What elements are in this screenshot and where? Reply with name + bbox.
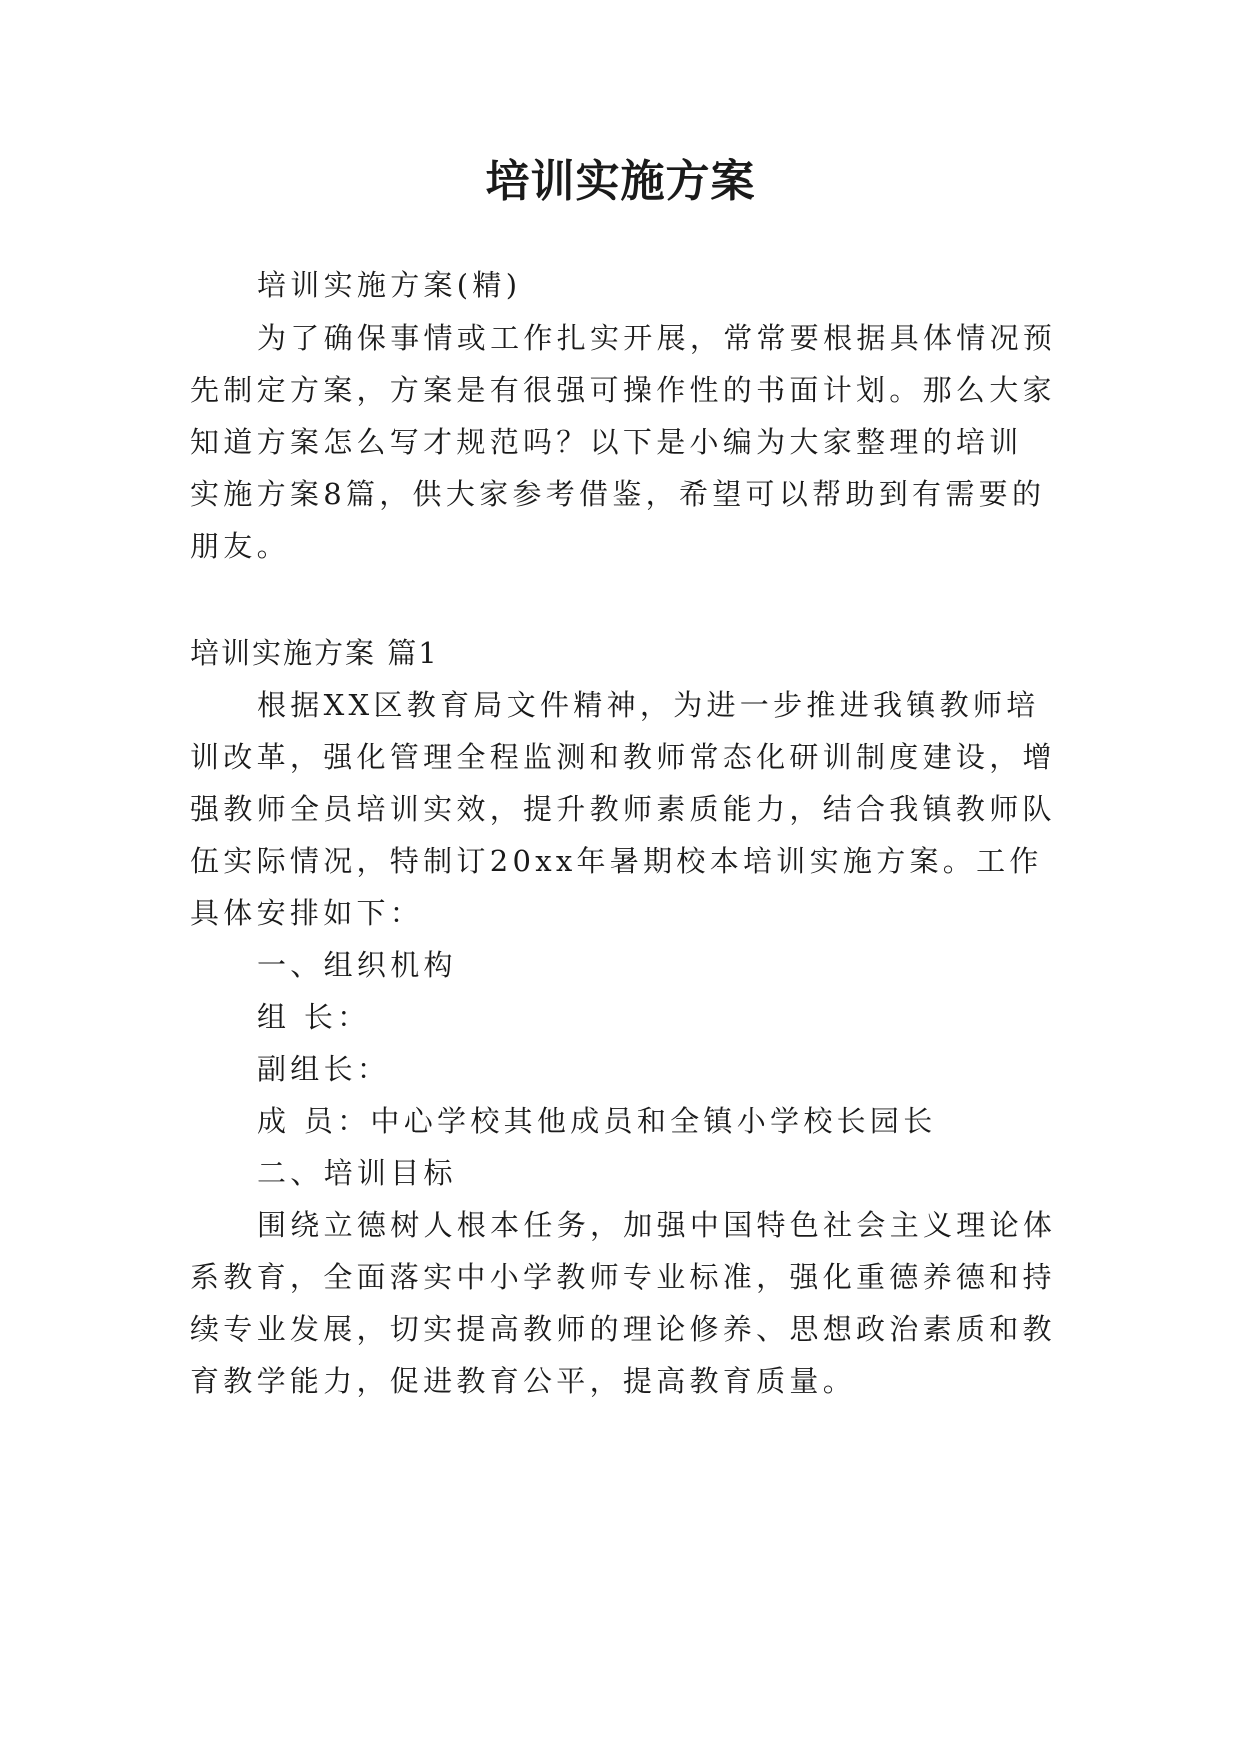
- section-line: 伍实际情况，特制订20xx年暑期校本培训实施方案。工作: [190, 844, 1043, 878]
- goal-line: 系教育，全面落实中小学教师专业标准，强化重德养德和持: [190, 1260, 1056, 1294]
- goal-line: 续专业发展，切实提高教师的理论修养、思想政治素质和教: [190, 1312, 1056, 1346]
- goal-heading: 二、培训目标: [257, 1156, 457, 1190]
- section-line: 根据XX区教育局文件精神，为进一步推进我镇教师培: [257, 688, 1040, 722]
- document-title: 培训实施方案: [485, 156, 756, 207]
- section-line: 训改革，强化管理全程监测和教师常态化研训制度建设，增: [190, 740, 1056, 774]
- intro-line: 朋友。: [190, 529, 290, 563]
- org-heading: 一、组织机构: [257, 948, 457, 982]
- intro-line: 先制定方案，方案是有很强可操作性的书面计划。那么大家: [190, 373, 1056, 407]
- section-line: 具体安排如下：: [190, 896, 424, 930]
- org-deputy: 副组长：: [257, 1052, 391, 1086]
- intro-line: 实施方案8篇，供大家参考借鉴，希望可以帮助到有需要的: [190, 477, 1046, 511]
- document-subtitle: 培训实施方案(精): [257, 268, 522, 302]
- section-line: 强教师全员培训实效，提升教师素质能力，结合我镇教师队: [190, 792, 1056, 826]
- goal-line: 育教学能力，促进教育公平，提高教育质量。: [190, 1364, 857, 1398]
- goal-line: 围绕立德树人根本任务，加强中国特色社会主义理论体: [257, 1208, 1057, 1242]
- org-leader: 组 长：: [257, 1000, 371, 1034]
- intro-line: 知道方案怎么写才规范吗？以下是小编为大家整理的培训: [190, 425, 1023, 459]
- section-heading: 培训实施方案 篇1: [190, 636, 439, 670]
- intro-line: 为了确保事情或工作扎实开展，常常要根据具体情况预: [257, 321, 1057, 355]
- org-members: 成 员：中心学校其他成员和全镇小学校长园长: [257, 1104, 937, 1138]
